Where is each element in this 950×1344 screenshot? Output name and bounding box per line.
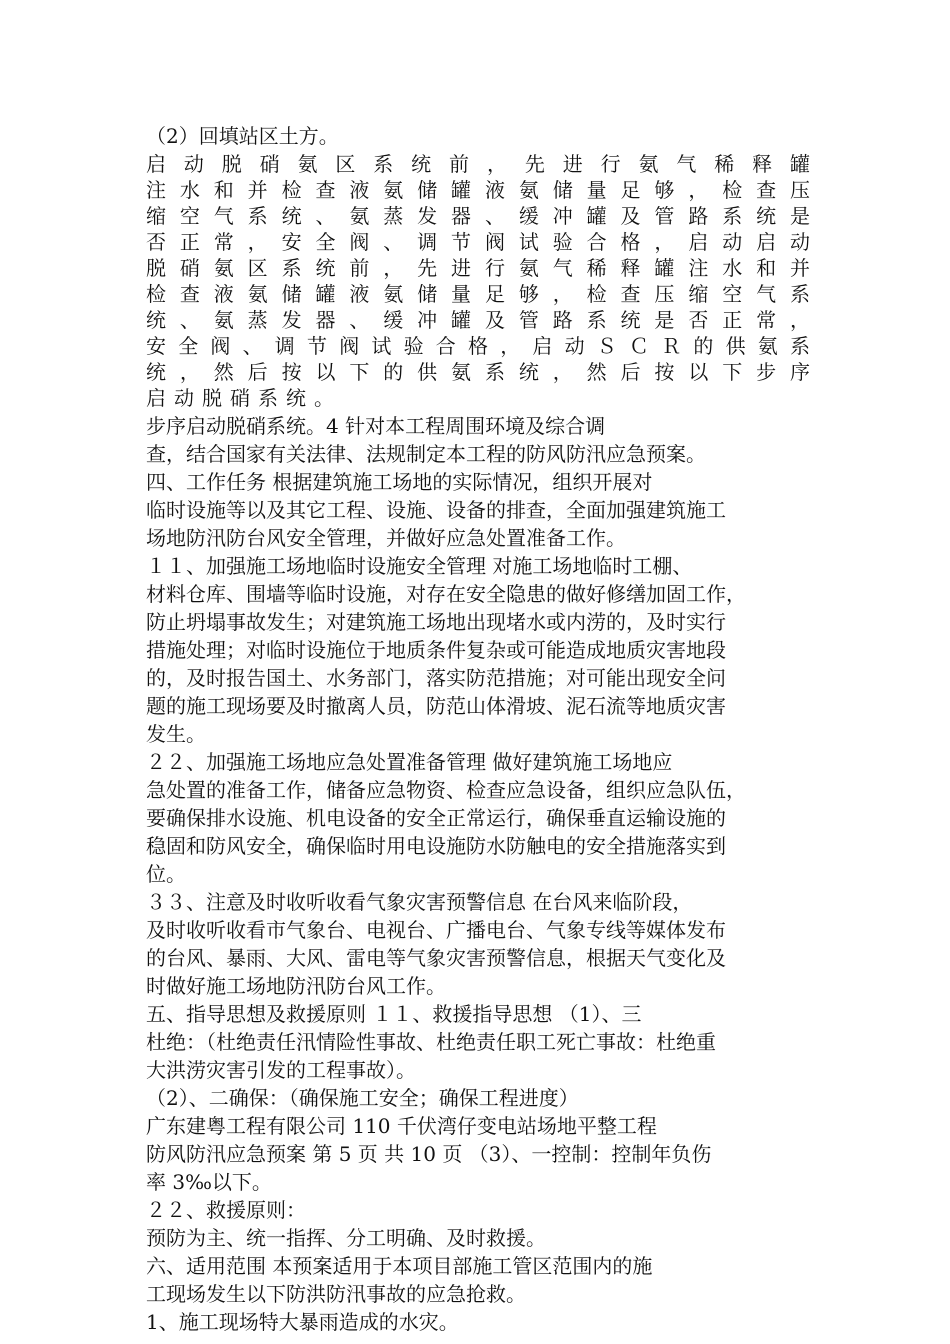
text-line: １１、加强施工场地临时设施安全管理 对施工场地临时工棚、 bbox=[146, 554, 693, 578]
text-line: 启动脱硝系统。 bbox=[146, 386, 342, 410]
text-line: 及时收听收看市气象台、电视台、广播电台、气象专线等媒体发布 bbox=[146, 918, 726, 942]
text-line: 检查液氨储罐液氨储量足够，检查压缩空气系 bbox=[146, 282, 810, 306]
text-line: 场地防汛防台风安全管理，并做好应急处置准备工作。 bbox=[146, 526, 626, 550]
text-line: 题的施工现场要及时撤离人员，防范山体滑坡、泥石流等地质灾害 bbox=[146, 694, 726, 718]
text-line: 大洪涝灾害引发的工程事故）。 bbox=[146, 1058, 416, 1082]
text-line: 否正常，安全阀、调节阀试验合格，启动启动 bbox=[146, 230, 810, 254]
text-line: 的台风、暴雨、大风、雷电等气象灾害预警信息，根据天气变化及 bbox=[146, 946, 726, 970]
text-line: 防止坍塌事故发生；对建筑施工场地出现堵水或内涝的，及时实行 bbox=[146, 610, 726, 634]
text-line: 要确保排水设施、机电设备的安全正常运行，确保垂直运输设施的 bbox=[146, 806, 726, 830]
text-line: 步序启动脱硝系统。4 针对本工程周围环境及综合调 bbox=[146, 414, 606, 438]
text-line: 统，然后按以下的供氨系统，然后按以下步序 bbox=[146, 360, 810, 384]
text-line: ３３、注意及时收听收看气象灾害预警信息 在台风来临阶段， bbox=[146, 890, 693, 914]
text-line: 1、施工现场特大暴雨造成的水灾。 bbox=[146, 1310, 459, 1334]
text-line: 统、氨蒸发器、缓冲罐及管路系统是否正常， bbox=[146, 308, 810, 332]
text-line: 预防为主、统一指挥、分工明确、及时救援。 bbox=[146, 1226, 546, 1250]
text-line: 脱硝氨区系统前，先进行氨气稀释罐注水和并 bbox=[146, 256, 810, 280]
text-line: 查，结合国家有关法律、法规制定本工程的防风防汛应急预案。 bbox=[146, 442, 706, 466]
text-line: 措施处理；对临时设施位于地质条件复杂或可能造成地质灾害地段 bbox=[146, 638, 726, 662]
text-line: 时做好施工场地防汛防台风工作。 bbox=[146, 974, 446, 998]
text-line: ２２、救援原则： bbox=[146, 1198, 306, 1222]
text-line: 材料仓库、围墙等临时设施，对存在安全隐患的做好修缮加固工作， bbox=[146, 582, 746, 606]
text-line: （2）回填站区土方。 bbox=[146, 124, 339, 148]
text-line: （2）、二确保：（确保施工安全；确保工程进度） bbox=[146, 1086, 579, 1110]
text-line: 稳固和防风安全，确保临时用电设施防水防触电的安全措施落实到 bbox=[146, 834, 726, 858]
text-line: 防风防汛应急预案 第 5 页 共 10 页 （3）、一控制：控制年负伤 bbox=[146, 1142, 712, 1166]
text-line: 工现场发生以下防洪防汛事故的应急抢救。 bbox=[146, 1282, 526, 1306]
text-line: 注水和并检查液氨储罐液氨储量足够，检查压 bbox=[146, 178, 810, 202]
text-line: 五、指导思想及救援原则 １１、救援指导思想 （1）、三 bbox=[146, 1002, 642, 1026]
text-line: 的，及时报告国土、水务部门，落实防范措施；对可能出现安全问 bbox=[146, 666, 726, 690]
text-line: 率 3‰以下。 bbox=[146, 1170, 272, 1194]
text-line: 四、工作任务 根据建筑施工场地的实际情况，组织开展对 bbox=[146, 470, 653, 494]
text-line: 急处置的准备工作，储备应急物资、检查应急设备，组织应急队伍， bbox=[146, 778, 746, 802]
text-line: 位。 bbox=[146, 862, 186, 886]
text-line: 缩空气系统、氨蒸发器、缓冲罐及管路系统是 bbox=[146, 204, 810, 228]
text-line: 临时设施等以及其它工程、设施、设备的排查，全面加强建筑施工 bbox=[146, 498, 726, 522]
text-line: 杜绝：（杜绝责任汛情险性事故、杜绝责任职工死亡事故：杜绝重 bbox=[146, 1030, 716, 1054]
text-line: ２２、加强施工场地应急处置准备管理 做好建筑施工场地应 bbox=[146, 750, 673, 774]
text-line: 六、适用范围 本预案适用于本项目部施工管区范围内的施 bbox=[146, 1254, 653, 1278]
text-line: 安全阀、调节阀试验合格，启动ＳＣＲ的供氨系 bbox=[146, 334, 810, 358]
text-line: 启动脱硝氨区系统前，先进行氨气稀释罐 bbox=[146, 152, 810, 176]
text-line: 广东建粤工程有限公司 110 千伏湾仔变电站场地平整工程 bbox=[146, 1114, 657, 1138]
text-line: 发生。 bbox=[146, 722, 206, 746]
